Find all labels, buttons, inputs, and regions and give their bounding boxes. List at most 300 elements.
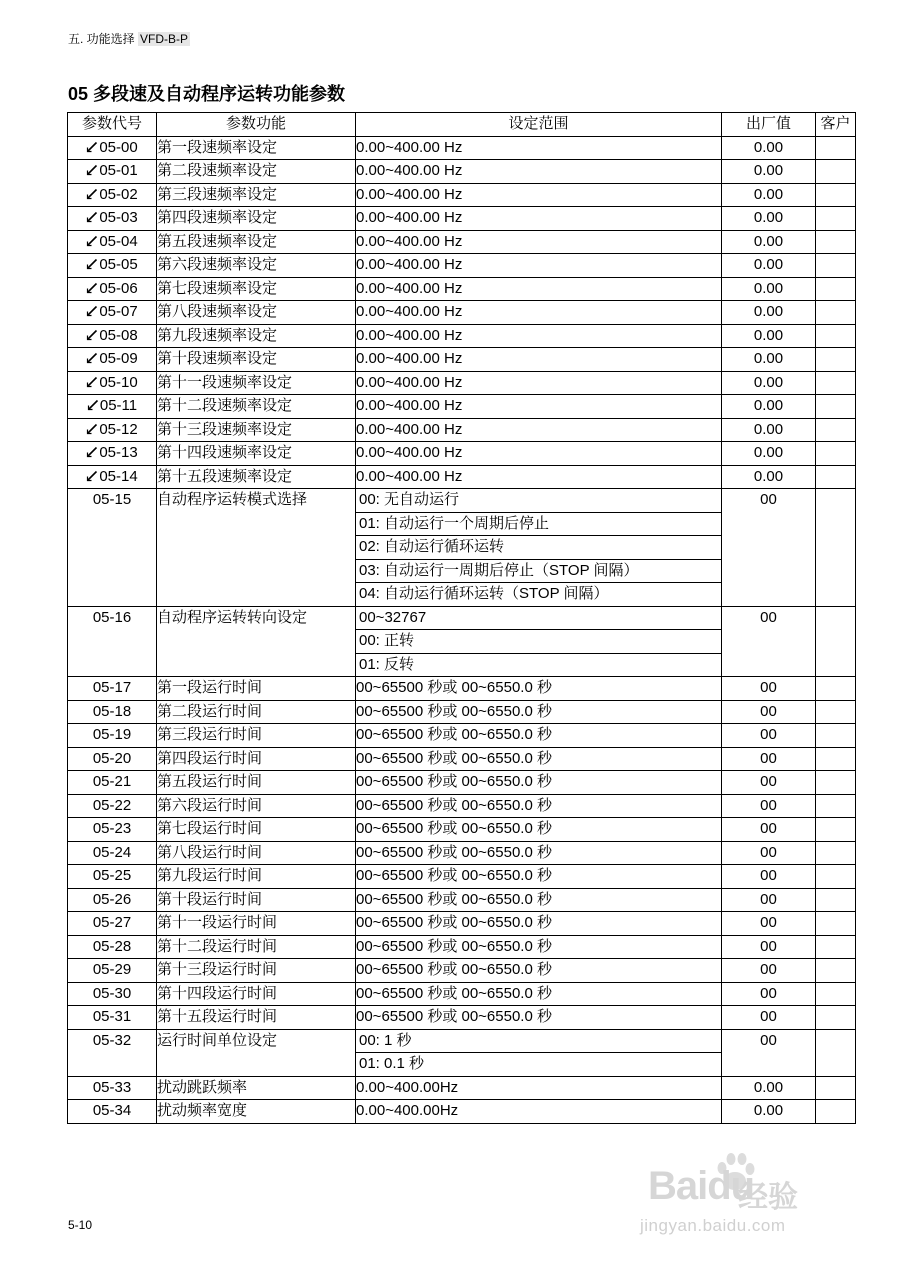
param-default: 00: [722, 841, 816, 865]
param-code: [68, 230, 157, 254]
column-header-range: 设定范围: [356, 113, 722, 137]
param-range: [356, 818, 722, 842]
param-default: 0.00: [722, 254, 816, 278]
table-row: [68, 1006, 856, 1030]
param-default: 0.00: [722, 183, 816, 207]
param-code-text: 05-00: [99, 138, 138, 156]
param-function: 第一段运行时间: [157, 677, 356, 701]
param-function: 第十二段运行时间: [157, 935, 356, 959]
column-header-function: 参数功能: [157, 113, 356, 137]
param-function: 扰动跳跃频率: [157, 1076, 356, 1100]
param-code-text: 05-22: [92, 796, 132, 814]
param-function: 第八段运行时间: [157, 841, 356, 865]
param-code: [68, 371, 157, 395]
param-function: 第七段速频率设定: [157, 277, 356, 301]
table-row: [68, 418, 856, 442]
param-code-text: 05-11: [99, 397, 138, 414]
param-default: 0.00: [722, 371, 816, 395]
table-row: [68, 794, 856, 818]
table-row: [68, 771, 856, 795]
range-text: 00~65500 秒或 00~6550.0 秒: [356, 961, 552, 978]
pencil-icon: [86, 376, 98, 388]
param-function: 运行时间单位设定: [157, 1029, 356, 1076]
pencil-icon: [86, 258, 98, 270]
param-range: [356, 888, 722, 912]
range-option: 04: 自动运行循环运转（STOP 间隔）: [359, 585, 609, 602]
param-customer: [816, 959, 856, 983]
pencil-icon: [86, 235, 98, 247]
param-code-text: 05-19: [92, 726, 132, 743]
table-row: [68, 747, 856, 771]
param-code: [68, 324, 157, 348]
param-default: 00: [722, 982, 816, 1006]
param-range: [356, 442, 722, 466]
param-function: 第十一段运行时间: [157, 912, 356, 936]
param-customer: [816, 136, 856, 160]
param-code-text: 05-26: [92, 890, 132, 908]
param-customer: [816, 371, 856, 395]
param-customer: [816, 935, 856, 959]
table-row: [68, 606, 856, 677]
table-row: [68, 982, 856, 1006]
param-code-text: 05-05: [99, 256, 138, 273]
param-customer: [816, 395, 856, 419]
table-row: [68, 959, 856, 983]
param-range: [356, 1029, 722, 1076]
param-code-text: 05-04: [99, 232, 138, 250]
range-text: 0.00~400.00 Hz: [356, 138, 463, 156]
param-code: [68, 700, 157, 724]
param-code: [68, 677, 157, 701]
param-default: 0.00: [722, 277, 816, 301]
param-code: [68, 301, 157, 325]
param-code: [68, 841, 157, 865]
range-text: 0.00~400.00 Hz: [356, 326, 463, 344]
page-header: [68, 30, 190, 47]
range-option: 02: 自动运行循环运转: [356, 536, 721, 560]
range-text: 00~65500 秒或 00~6550.0 秒: [356, 820, 552, 837]
param-code: [68, 1029, 157, 1076]
table-row: [68, 677, 856, 701]
section-title: 05 多段速及自动程序运转功能参数: [68, 84, 346, 104]
param-code: [68, 747, 157, 771]
param-code-text: 05-24: [92, 843, 132, 861]
pencil-icon: [86, 188, 98, 200]
param-default: 00: [722, 912, 816, 936]
param-customer: [816, 888, 856, 912]
param-function: 第三段运行时间: [157, 724, 356, 748]
param-code: [68, 442, 157, 466]
table-row: [68, 1076, 856, 1100]
param-code-text: 05-16: [92, 608, 132, 626]
param-code-text: 05-10: [99, 373, 138, 391]
range-text: 0.00~400.00 Hz: [356, 232, 463, 250]
param-default: 0.00: [722, 348, 816, 372]
table-row: [68, 348, 856, 372]
range-option: 03: 自动运行一周期后停止（STOP 间隔）: [356, 560, 721, 584]
param-default: 00: [722, 865, 816, 889]
range-text: 00~65500 秒或 00~6550.0 秒: [356, 749, 552, 767]
table-row: [68, 912, 856, 936]
param-customer: [816, 324, 856, 348]
range-option: 00: 1 秒: [356, 1030, 721, 1054]
param-range: [356, 606, 722, 677]
range-text: 0.00~400.00 Hz: [356, 256, 463, 273]
param-code: [68, 1076, 157, 1100]
param-range: [356, 183, 722, 207]
param-default: 0.00: [722, 136, 816, 160]
param-code: [68, 1100, 157, 1124]
pencil-icon: [86, 282, 98, 294]
param-range: [356, 136, 722, 160]
param-customer: [816, 301, 856, 325]
param-range: [356, 865, 722, 889]
pencil-icon: [86, 470, 98, 482]
range-text: 0.00~400.00 Hz: [356, 444, 463, 461]
param-customer: [816, 465, 856, 489]
param-default: 00: [722, 724, 816, 748]
param-function: 第九段运行时间: [157, 865, 356, 889]
param-code-text: 05-33: [92, 1078, 132, 1096]
param-function: 第二段速频率设定: [157, 160, 356, 184]
param-customer: [816, 348, 856, 372]
table-row: [68, 724, 856, 748]
pencil-icon: [86, 164, 98, 176]
range-text: 00~65500 秒或 00~6550.0 秒: [356, 843, 552, 861]
table-row: [68, 1029, 856, 1076]
param-range: [356, 747, 722, 771]
param-function: 自动程序运转转向设定: [157, 606, 356, 677]
range-text: 0.00~400.00 Hz: [356, 467, 463, 485]
table-row: [68, 301, 856, 325]
param-range: [356, 395, 722, 419]
param-default: 00: [722, 606, 816, 677]
param-customer: [816, 1006, 856, 1030]
param-range: [356, 348, 722, 372]
param-code-text: 05-28: [92, 937, 132, 955]
table-row: [68, 395, 856, 419]
param-code: [68, 160, 157, 184]
param-range: [356, 1076, 722, 1100]
param-default: 0.00: [722, 324, 816, 348]
param-customer: [816, 724, 856, 748]
param-range: [356, 465, 722, 489]
param-customer: [816, 254, 856, 278]
param-code-text: 05-02: [99, 185, 138, 203]
param-code: [68, 888, 157, 912]
range-text: 00~65500 秒或 00~6550.0 秒: [356, 890, 552, 908]
param-code: [68, 865, 157, 889]
param-default: 0.00: [722, 442, 816, 466]
param-customer: [816, 818, 856, 842]
param-function: 第八段速频率设定: [157, 301, 356, 325]
param-code: [68, 183, 157, 207]
table-row: [68, 442, 856, 466]
param-code: [68, 395, 157, 419]
table-row: [68, 1100, 856, 1124]
param-customer: [816, 771, 856, 795]
pencil-icon: [87, 399, 99, 411]
param-code-text: 05-27: [92, 914, 132, 931]
param-code-text: 05-29: [92, 961, 132, 978]
range-text: 0.00~400.00 Hz: [356, 209, 463, 226]
param-range: [356, 489, 722, 607]
param-range: [356, 207, 722, 231]
param-default: 0.00: [722, 207, 816, 231]
param-code: [68, 935, 157, 959]
range-text: 0.00~400.00 Hz: [356, 303, 463, 320]
param-range: [356, 1100, 722, 1124]
pencil-icon: [86, 141, 98, 153]
table-body: [68, 136, 856, 1123]
param-customer: [816, 1100, 856, 1124]
param-range: [356, 912, 722, 936]
param-default: 0.00: [722, 230, 816, 254]
column-header-default: 出厂值: [722, 113, 816, 137]
table-header-row: [68, 113, 856, 137]
param-range: [356, 982, 722, 1006]
range-text: 00~65500 秒或 00~6550.0 秒: [356, 773, 552, 790]
param-code: [68, 794, 157, 818]
param-customer: [816, 183, 856, 207]
param-code: [68, 1006, 157, 1030]
param-function: 扰动频率宽度: [157, 1100, 356, 1124]
param-default: 00: [722, 888, 816, 912]
param-function: 第十五段速频率设定: [157, 465, 356, 489]
param-code: [68, 277, 157, 301]
param-function: 第二段运行时间: [157, 700, 356, 724]
param-default: 0.00: [722, 301, 816, 325]
pencil-icon: [86, 329, 98, 341]
header-model: VFD-B-P: [140, 32, 189, 46]
param-function: 第十三段速频率设定: [157, 418, 356, 442]
param-code: [68, 724, 157, 748]
table-row: [68, 935, 856, 959]
column-header-code: 参数代号: [68, 113, 157, 137]
param-code: [68, 254, 157, 278]
param-code-text: 05-15: [92, 491, 132, 508]
param-default: 0.00: [722, 395, 816, 419]
param-code: [68, 982, 157, 1006]
range-text: 0.00~400.00 Hz: [356, 373, 463, 391]
parameter-table: [67, 112, 856, 1124]
param-code-text: 05-08: [99, 326, 138, 344]
param-default: 00: [722, 700, 816, 724]
param-function: 第十五段运行时间: [157, 1006, 356, 1030]
param-default: 00: [722, 1006, 816, 1030]
pencil-icon: [86, 211, 98, 223]
param-code-text: 05-06: [99, 279, 138, 297]
param-code-text: 05-09: [99, 350, 138, 367]
param-code-text: 05-14: [99, 467, 138, 485]
param-default: 00: [722, 818, 816, 842]
column-header-customer: 客户: [816, 113, 856, 137]
table-row: [68, 324, 856, 348]
param-code-text: 05-03: [99, 209, 138, 226]
param-default: 00: [722, 677, 816, 701]
param-customer: [816, 442, 856, 466]
param-range: [356, 841, 722, 865]
param-customer: [816, 277, 856, 301]
watermark-url: jingyan.baidu.com: [640, 1216, 786, 1235]
param-customer: [816, 160, 856, 184]
param-function: 第七段运行时间: [157, 818, 356, 842]
param-range: [356, 418, 722, 442]
param-customer: [816, 700, 856, 724]
range-option: 01: 反转: [359, 655, 415, 673]
param-code-text: 05-17: [92, 679, 132, 696]
param-range: [356, 324, 722, 348]
param-default: 0.00: [722, 465, 816, 489]
param-customer: [816, 865, 856, 889]
param-function: 第十一段速频率设定: [157, 371, 356, 395]
param-range: [356, 959, 722, 983]
param-code-text: 05-01: [99, 162, 138, 179]
table-row: [68, 277, 856, 301]
param-function: 第四段运行时间: [157, 747, 356, 771]
param-code-text: 05-21: [92, 773, 132, 790]
table-row: [68, 371, 856, 395]
pencil-icon: [86, 352, 98, 364]
param-range: [356, 230, 722, 254]
table-row: [68, 183, 856, 207]
param-function: 第十三段运行时间: [157, 959, 356, 983]
param-default: 00: [722, 959, 816, 983]
param-customer: [816, 1029, 856, 1076]
range-option: 00~32767: [356, 607, 721, 631]
param-customer: [816, 207, 856, 231]
range-text: 0.00~400.00Hz: [356, 1102, 459, 1119]
param-range: [356, 700, 722, 724]
param-function: 第五段运行时间: [157, 771, 356, 795]
param-function: 第六段速频率设定: [157, 254, 356, 278]
watermark-brand: Baidu: [648, 1164, 755, 1208]
header-section: 五. 功能选择: [68, 32, 135, 46]
range-text: 0.00~400.00 Hz: [356, 350, 463, 367]
param-range: [356, 254, 722, 278]
param-code: [68, 606, 157, 677]
param-function: 第九段速频率设定: [157, 324, 356, 348]
range-text: 00~65500 秒或 00~6550.0 秒: [356, 679, 552, 696]
table-row: [68, 136, 856, 160]
param-customer: [816, 677, 856, 701]
param-customer: [816, 230, 856, 254]
param-function: 第六段运行时间: [157, 794, 356, 818]
param-function: 第十二段速频率设定: [157, 395, 356, 419]
table-row: [68, 160, 856, 184]
param-default: 00: [722, 489, 816, 607]
param-customer: [816, 841, 856, 865]
table-row: [68, 230, 856, 254]
table-row: [68, 254, 856, 278]
table-row: [68, 865, 856, 889]
table-row: [68, 888, 856, 912]
param-function: 第十四段运行时间: [157, 982, 356, 1006]
table-row: [68, 489, 856, 607]
param-range: [356, 277, 722, 301]
pencil-icon: [86, 446, 98, 458]
param-code-text: 05-20: [92, 749, 132, 767]
param-code-text: 05-23: [92, 820, 132, 837]
param-customer: [816, 489, 856, 607]
param-code: [68, 207, 157, 231]
range-text: 0.00~400.00 Hz: [356, 185, 463, 203]
range-text: 00~65500 秒或 00~6550.0 秒: [356, 1008, 552, 1025]
param-default: 0.00: [722, 1100, 816, 1124]
param-customer: [816, 747, 856, 771]
watermark-site-name: 经验: [738, 1181, 798, 1214]
param-code: [68, 489, 157, 607]
param-customer: [816, 982, 856, 1006]
range-text: 0.00~400.00 Hz: [356, 162, 463, 179]
param-code: [68, 912, 157, 936]
param-code-text: 05-34: [92, 1102, 132, 1119]
range-option: 01: 0.1 秒: [359, 1055, 425, 1072]
param-default: 0.00: [722, 1076, 816, 1100]
param-function: 第一段速频率设定: [157, 136, 356, 160]
param-code: [68, 465, 157, 489]
param-code-text: 05-25: [92, 867, 132, 884]
table-row: [68, 841, 856, 865]
param-range: [356, 371, 722, 395]
param-range: [356, 1006, 722, 1030]
table-row: [68, 700, 856, 724]
param-range: [356, 677, 722, 701]
range-option: 00: 无自动运行: [356, 489, 721, 513]
table-row: [68, 818, 856, 842]
param-code-text: 05-18: [92, 702, 132, 720]
param-code-text: 05-07: [99, 303, 138, 320]
param-code-text: 05-31: [92, 1008, 132, 1025]
param-code-text: 05-30: [92, 984, 132, 1002]
range-text: 0.00~400.00 Hz: [356, 279, 463, 297]
param-range: [356, 301, 722, 325]
table-row: [68, 207, 856, 231]
param-function: 第四段速频率设定: [157, 207, 356, 231]
param-code: [68, 818, 157, 842]
pencil-icon: [86, 305, 98, 317]
param-code: [68, 136, 157, 160]
param-function: 第五段速频率设定: [157, 230, 356, 254]
range-text: 00~65500 秒或 00~6550.0 秒: [356, 937, 552, 955]
param-range: [356, 935, 722, 959]
param-range: [356, 724, 722, 748]
param-function: 自动程序运转模式选择: [157, 489, 356, 607]
range-text: 00~65500 秒或 00~6550.0 秒: [356, 984, 552, 1002]
page-number: 5-10: [68, 1218, 93, 1232]
param-function: 第三段速频率设定: [157, 183, 356, 207]
param-default: 00: [722, 1029, 816, 1076]
range-text: 00~65500 秒或 00~6550.0 秒: [356, 867, 552, 884]
param-range: [356, 794, 722, 818]
table-row: [68, 465, 856, 489]
param-code: [68, 771, 157, 795]
param-code: [68, 348, 157, 372]
param-default: 00: [722, 771, 816, 795]
param-code-text: 05-13: [99, 444, 138, 461]
watermark: [640, 1150, 840, 1250]
param-default: 0.00: [722, 418, 816, 442]
param-code-text: 05-32: [92, 1031, 132, 1049]
range-text: 00~65500 秒或 00~6550.0 秒: [356, 702, 552, 720]
param-customer: [816, 418, 856, 442]
param-default: 0.00: [722, 160, 816, 184]
param-range: [356, 160, 722, 184]
param-function: 第十段运行时间: [157, 888, 356, 912]
param-customer: [816, 606, 856, 677]
param-code: [68, 418, 157, 442]
param-code-text: 05-12: [99, 420, 138, 438]
